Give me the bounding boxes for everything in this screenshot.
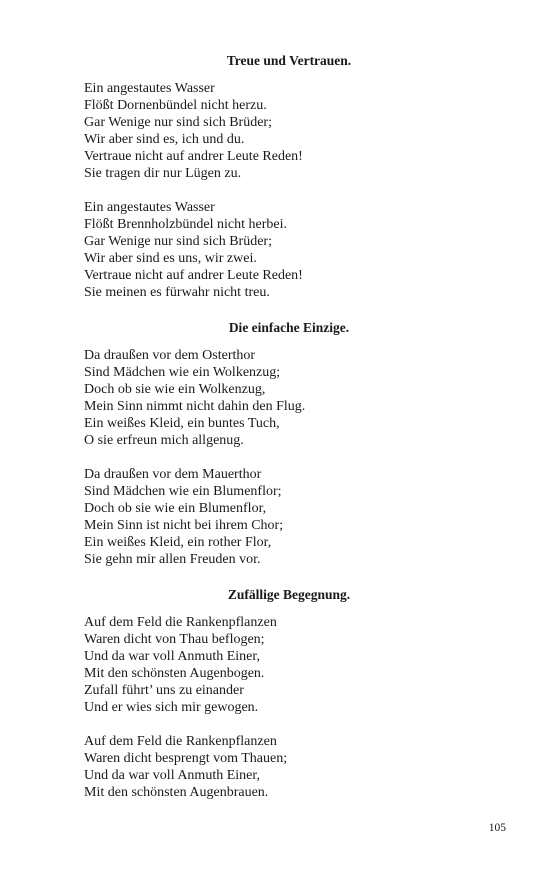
poem-die-einfache-einzige — [84, 319, 494, 568]
page-number: 105 — [488, 822, 506, 834]
poem-title: Treue und Vertrauen. — [226, 53, 352, 68]
verse-line: Wir aber sind es, ich und du. — [84, 132, 245, 147]
verse-line: Wir aber sind es uns, wir zwei. — [84, 251, 257, 266]
verse-line: Sie meinen es fürwahr nicht treu. — [84, 285, 270, 300]
verse-line: Sind Mädchen wie ein Wolkenzug; — [84, 365, 281, 380]
poem-title: Die einfache Einzige. — [228, 320, 350, 335]
stanza — [84, 733, 494, 801]
verse-line: Waren dicht von Thau beflogen; — [84, 632, 265, 647]
verse-line: Auf dem Feld die Rankenpflanzen — [84, 734, 277, 749]
verse-line: Mit den schönsten Augenbrauen. — [84, 785, 269, 800]
verse-line: Ein angestautes Wasser — [84, 81, 215, 96]
verse-line: Waren dicht besprengt vom Thauen; — [84, 751, 288, 766]
verse-line: Sind Mädchen wie ein Blumenflor; — [84, 484, 282, 499]
stanza — [84, 466, 494, 568]
verse-line: Und da war voll Anmuth Einer, — [84, 768, 260, 783]
verse-line: Und er wies sich mir gewogen. — [84, 700, 259, 715]
verse-line: Ein angestautes Wasser — [84, 200, 215, 215]
verse-line: Sie tragen dir nur Lügen zu. — [84, 166, 242, 181]
verse-line: Gar Wenige nur sind sich Brüder; — [84, 115, 272, 130]
verse-line: Gar Wenige nur sind sich Brüder; — [84, 234, 272, 249]
verse-line: O sie erfreun mich allgenug. — [84, 433, 244, 448]
verse-line: Ein weißes Kleid, ein buntes Tuch, — [84, 416, 280, 431]
stanza — [84, 80, 494, 182]
verse-line: Vertraue nicht auf andrer Leute Reden! — [84, 268, 303, 283]
stanza — [84, 199, 494, 301]
verse-line: Mit den schönsten Augenbogen. — [84, 666, 265, 681]
poem-title: Zufällige Begegnung. — [227, 587, 351, 602]
verse-line: Da draußen vor dem Osterthor — [84, 348, 256, 363]
verse-line: Flößt Dornenbündel nicht herzu. — [84, 98, 267, 113]
poem-zufaellige-begegnung — [84, 586, 494, 801]
verse-line: Sie gehn mir allen Freuden vor. — [84, 552, 261, 567]
stanza — [84, 347, 494, 449]
stanza — [84, 614, 494, 716]
verse-line: Ein weißes Kleid, ein rother Flor, — [84, 535, 272, 550]
verse-line: Zufall führt’ uns zu einander — [84, 683, 244, 698]
verse-line: Da draußen vor dem Mauerthor — [84, 467, 262, 482]
verse-line: Doch ob sie wie ein Blumenflor, — [84, 501, 267, 516]
verse-line: Mein Sinn ist nicht bei ihrem Chor; — [84, 518, 284, 533]
verse-line: Und da war voll Anmuth Einer, — [84, 649, 260, 664]
verse-line: Auf dem Feld die Rankenpflanzen — [84, 615, 277, 630]
verse-line: Flößt Brennholzbündel nicht herbei. — [84, 217, 287, 232]
verse-line: Doch ob sie wie ein Wolkenzug, — [84, 382, 266, 397]
verse-line: Vertraue nicht auf andrer Leute Reden! — [84, 149, 303, 164]
poem-treue-und-vertrauen — [84, 52, 494, 301]
page-body — [84, 52, 494, 819]
verse-line: Mein Sinn nimmt nicht dahin den Flug. — [84, 399, 306, 414]
